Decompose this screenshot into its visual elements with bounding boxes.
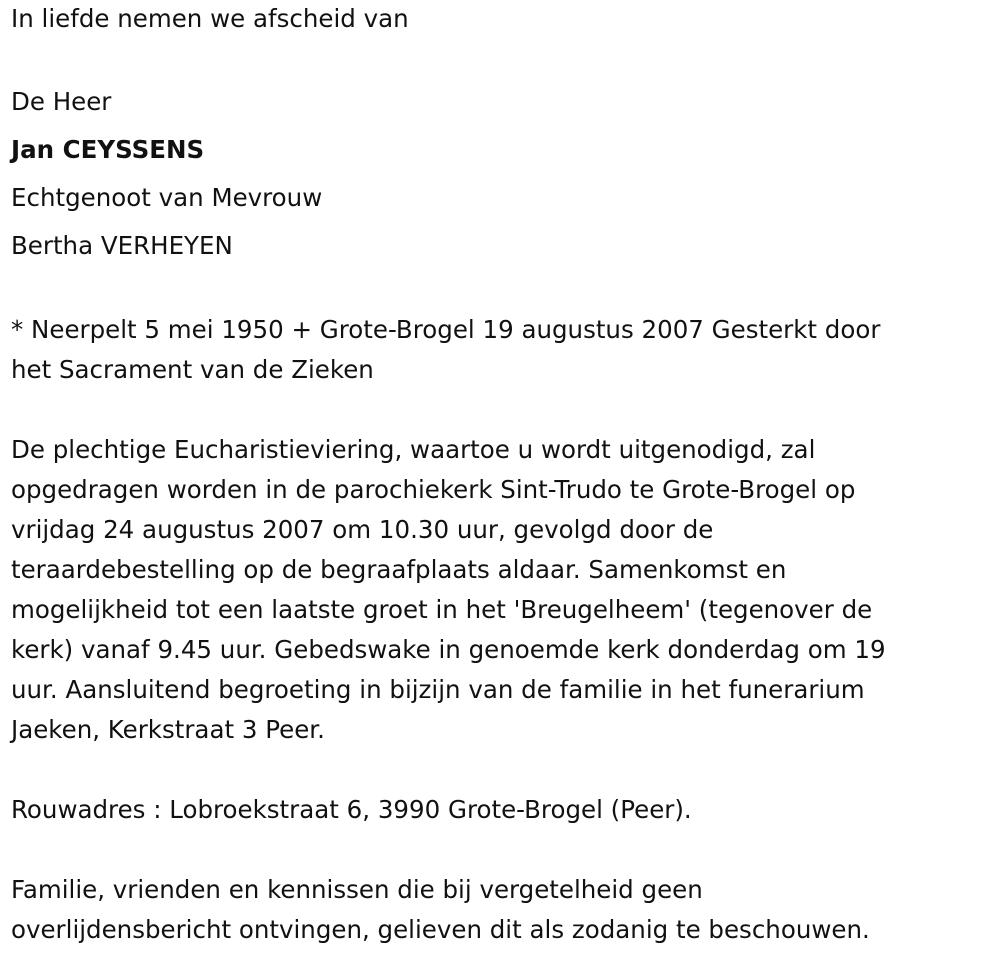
ceremony-line: Jaeken, Kerkstraat 3 Peer.: [11, 715, 325, 744]
dates-paragraph: [11, 310, 992, 390]
ceremony-line: kerk) vanaf 9.45 uur. Gebedswake in genoemde kerk donderdag om 19: [11, 635, 886, 664]
spacer: [11, 270, 992, 310]
spouse-line-1: Echtgenoot van Mevrouw: [11, 183, 323, 212]
spacer: [11, 390, 992, 430]
ceremony-line: mogelijkheid tot een laatste groet in het 'Breugelheem' (tegenover de: [11, 595, 873, 624]
intro-text: In liefde nemen we afscheid van: [11, 4, 409, 33]
spacer: [11, 38, 992, 78]
ceremony-line: De plechtige Eucharistieviering, waartoe u wordt uitgenodigd, zal: [11, 435, 816, 464]
spouse-line-2: Bertha VERHEYEN: [11, 231, 233, 260]
closing-line: Familie, vrienden en kennissen die bij vergetelheid geen: [11, 875, 703, 904]
salutation: De Heer: [11, 87, 112, 116]
closing-line: overlijdensbericht ontvingen, gelieven dit als zodanig te beschouwen.: [11, 915, 870, 944]
spacer: [11, 830, 992, 870]
ceremony-line: uur. Aansluitend begroeting in bijzijn van de familie in het funerarium: [11, 675, 865, 704]
closing-paragraph: [11, 870, 992, 950]
dates-line: * Neerpelt 5 mei 1950 + Grote-Brogel 19 augustus 2007 Gesterkt door: [11, 315, 881, 344]
ceremony-line: opgedragen worden in de parochiekerk Sint-Trudo te Grote-Brogel op: [11, 475, 856, 504]
ceremony-paragraph: [11, 430, 992, 750]
ceremony-line: teraardebestelling op de begraafplaats aldaar. Samenkomst en: [11, 555, 787, 584]
dates-line: het Sacrament van de Zieken: [11, 355, 374, 384]
deceased-name: Jan CEYSSENS: [11, 135, 205, 164]
mourning-address: Rouwadres : Lobroekstraat 6, 3990 Grote-Brogel (Peer).: [11, 795, 692, 824]
ceremony-line: vrijdag 24 augustus 2007 om 10.30 uur, gevolgd door de: [11, 515, 714, 544]
spacer: [11, 750, 992, 790]
